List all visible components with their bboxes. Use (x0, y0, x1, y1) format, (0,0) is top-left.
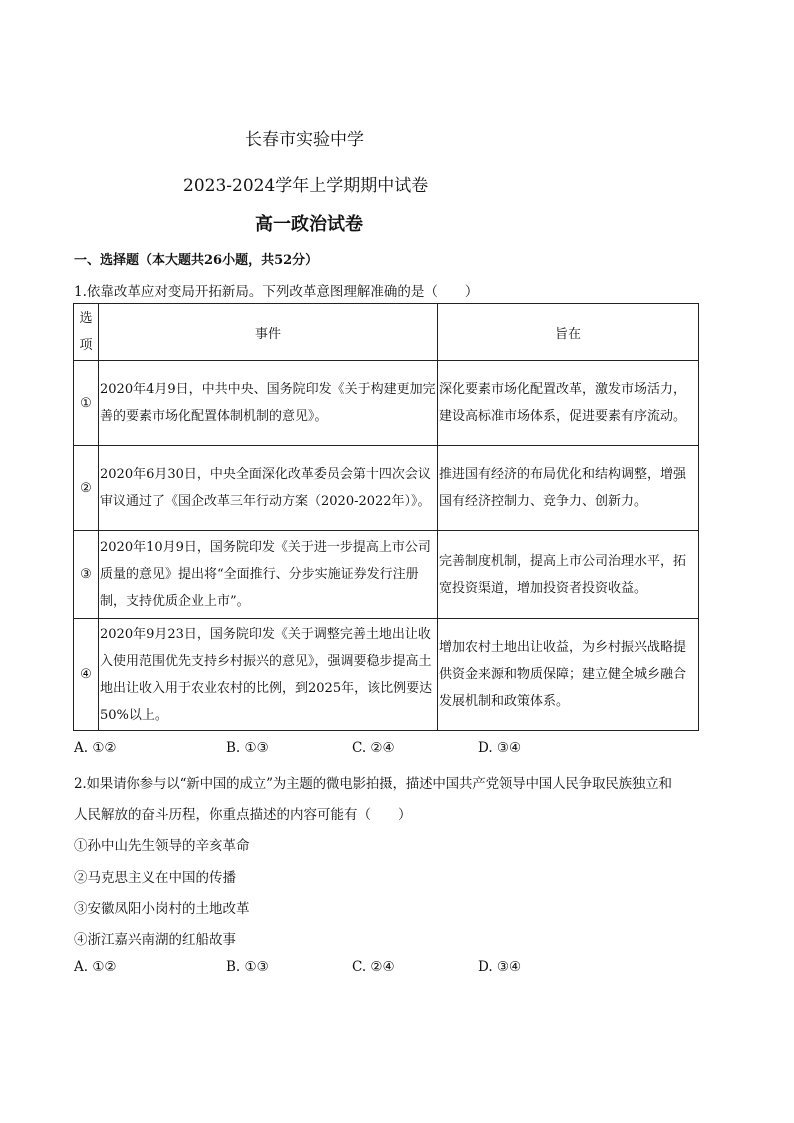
row-mark: ③ (74, 531, 99, 619)
option-b[interactable]: B. ①③ (226, 740, 269, 756)
exam-title: 2023-2024学年上学期期中试卷 (183, 176, 429, 196)
table-row (74, 361, 699, 446)
table-row (74, 446, 699, 531)
question-2-item: ②马克思主义在中国的传播 (74, 870, 236, 886)
table-header-row (74, 304, 699, 361)
row-aim: 推进国有经济的布局优化和结构调整，增强国有经济控制力、竞争力、创新力。 (438, 446, 699, 531)
row-event: 2020年6月30日，中央全面深化改革委员会第十四次会议审议通过了《国企改革三年行动方案（2020-2022年）》。 (99, 446, 438, 531)
option-c[interactable]: C. ②④ (352, 740, 395, 756)
table-row (74, 619, 699, 731)
subject-title: 高一政治试卷 (255, 214, 363, 235)
question-2-item: ③安徽凤阳小岗村的土地改革 (74, 901, 250, 917)
header-option: 选项 (74, 304, 99, 361)
question-2-stem-line1: 2.如果请你参与以“新中国的成立”为主题的微电影拍摄，描述中国共产党领导中国人民争取民族独立和 (74, 776, 672, 792)
row-event: 2020年9月23日，国务院印发《关于调整完善土地出让收入使用范围优先支持乡村振兴的意见》，强调要稳步提高土地出让收入用于农业农村的比例，到2025年，该比例要达50%以上。 (99, 619, 438, 731)
option-b[interactable]: B. ①③ (226, 959, 269, 975)
header-aim: 旨在 (438, 304, 699, 361)
option-d[interactable]: D. ③④ (478, 959, 522, 975)
row-aim: 增加农村土地出让收益，为乡村振兴战略提供资金来源和物质保障；建立健全城乡融合发展机制和政策体系。 (438, 619, 699, 731)
question-2-item: ①孙中山先生领导的辛亥革命 (74, 838, 250, 854)
option-a[interactable]: A. ①② (74, 959, 117, 975)
row-event: 2020年10月9日，国务院印发《关于进一步提高上市公司质量的意见》提出将“全面推行、分步实施证券发行注册制，支持优质企业上市”。 (99, 531, 438, 619)
row-mark: ② (74, 446, 99, 531)
question-1-stem: 1.依靠改革应对变局开拓新局。下列改革意图理解准确的是（ ） (74, 284, 479, 300)
option-d[interactable]: D. ③④ (478, 740, 522, 756)
row-mark: ① (74, 361, 99, 446)
option-a[interactable]: A. ①② (74, 740, 117, 756)
question-1-table (73, 303, 699, 731)
row-aim: 完善制度机制，提高上市公司治理水平，拓宽投资渠道，增加投资者投资收益。 (438, 531, 699, 619)
header-event: 事件 (99, 304, 438, 361)
table-row (74, 531, 699, 619)
option-c[interactable]: C. ②④ (352, 959, 395, 975)
row-aim: 深化要素市场化配置改革，激发市场活力，建设高标准市场体系，促进要素有序流动。 (438, 361, 699, 446)
school-name: 长春市实验中学 (245, 130, 364, 150)
section-heading: 一、选择题（本大题共26小题，共52分） (74, 253, 319, 268)
row-event: 2020年4月9日，中共中央、国务院印发《关于构建更加完善的要素市场化配置体制机制的意见》。 (99, 361, 438, 446)
question-2-item: ④浙江嘉兴南湖的红船故事 (74, 932, 236, 948)
question-2-stem-line2: 人民解放的奋斗历程，你重点描述的内容可能有（ ） (74, 807, 412, 823)
row-mark: ④ (74, 619, 99, 731)
